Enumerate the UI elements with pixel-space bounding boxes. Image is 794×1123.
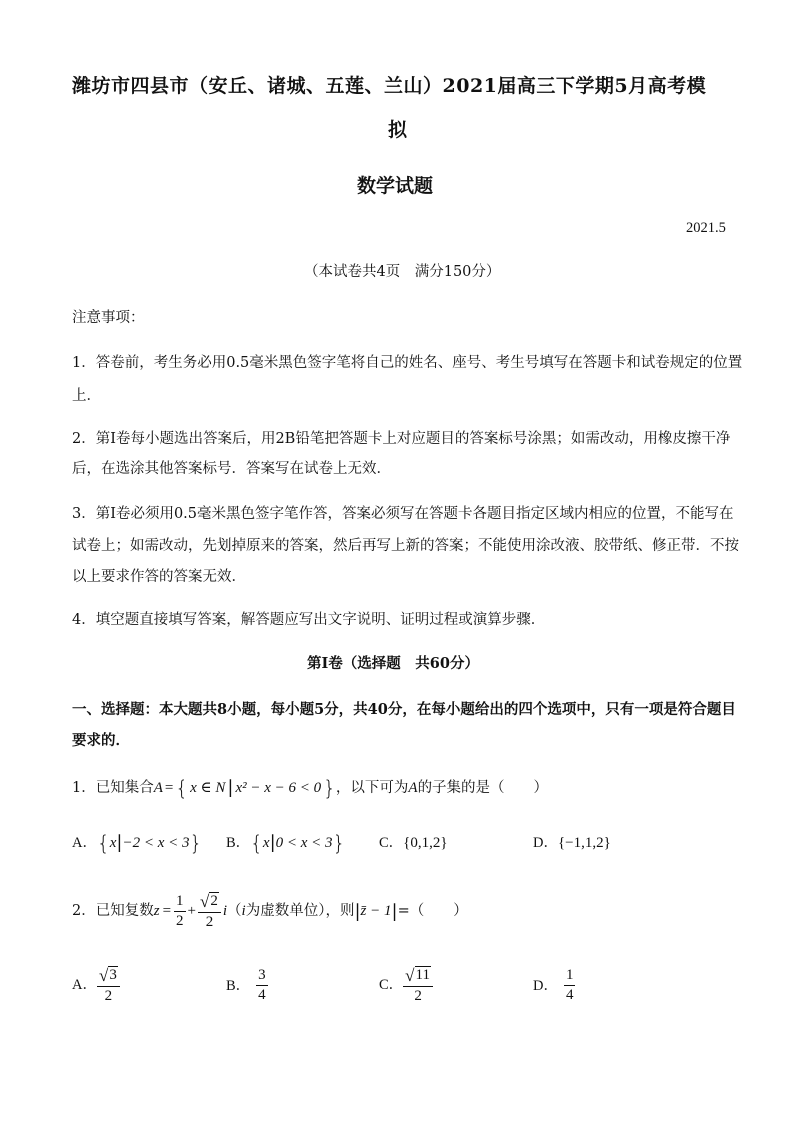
notice-item-1-line2: 上． [72, 388, 101, 404]
radicand: 11 [415, 967, 430, 983]
question-2-plus: + [187, 903, 197, 919]
fraction-one-half [174, 894, 186, 930]
option-label: A． [72, 977, 97, 994]
question-1-mid-var: A [408, 779, 418, 796]
fraction-denominator: 2 [414, 988, 422, 1005]
notice-item-2-line1: 2．第Ⅰ卷每小题选出答案后，用2B铅笔把答题卡上对应题目的答案标号涂黑；如需改动，用橡皮擦干净 [72, 431, 731, 447]
fraction-denominator: 2 [104, 988, 113, 1005]
question-2-option-d[interactable] [533, 968, 575, 1004]
question-2-prefix: 2．已知复数 [72, 903, 154, 920]
set-close-brace: } [323, 776, 336, 800]
option-label: B． [226, 834, 251, 851]
option-label: D． [533, 835, 558, 852]
question-1-suffix: 的子集的是（ ） [417, 779, 549, 796]
set-open-brace: { [250, 831, 263, 855]
fraction-numerator: 1 [564, 968, 576, 986]
question-2-option-a[interactable] [72, 966, 120, 1005]
question-2-imag-unit-note: i [241, 903, 246, 919]
set-close-brace: } [332, 831, 346, 855]
option-fraction [256, 968, 268, 1004]
sqrt-icon: √ [200, 891, 210, 911]
sqrt-radical [405, 966, 431, 984]
question-1-option-a[interactable] [72, 833, 202, 853]
notice-heading: 注意事项： [72, 310, 145, 326]
option-label: D． [533, 977, 558, 994]
question-2 [72, 892, 468, 931]
section-1-intro-line1: 一、选择题：本大题共8小题，每小题5分，共40分，在每小题给出的四个选项中，只有一项是符合题目 [72, 701, 736, 718]
option-fraction [403, 966, 433, 1005]
question-2-eq: = [162, 903, 172, 919]
option-label: C． [379, 835, 404, 852]
option-text: {0,1,2} [403, 835, 448, 851]
option-set-var: x [262, 834, 270, 851]
question-1-set-var: A [153, 779, 163, 796]
exam-subject: 数学试题 [357, 175, 434, 197]
set-divider-bar: | [227, 777, 234, 798]
exam-meta: （本试卷共4页 满分150分） [304, 264, 501, 280]
fraction-numerator: 3 [256, 968, 268, 986]
question-1-mid: ，以下可为 [335, 779, 409, 796]
sqrt-radical [200, 892, 219, 910]
notice-item-3-line1: 3．第Ⅰ卷必须用0.5毫米黑色签字笔作答，答案必须写在答题卡各题目指定区域内相应的位置，不能写在 [72, 506, 734, 522]
notice-item-4: 4．填空题直接填写答案，解答题应写出文字说明、证明过程或演算步骤． [72, 612, 546, 628]
option-label: A． [72, 834, 97, 851]
section-1-intro-line2: 要求的． [72, 732, 130, 749]
exam-date: 2021.5 [686, 220, 726, 236]
option-label: C． [379, 977, 404, 994]
question-1-set-eq: = [164, 779, 174, 796]
question-1-option-b[interactable] [226, 833, 345, 853]
question-2-z: z [153, 903, 160, 919]
fraction-numerator: 1 [174, 894, 186, 912]
notice-item-3-line2: 试卷上；如需改动，先划掉原来的答案，然后再写上新的答案；不能使用涂改液、胶带纸、修正带．不按 [72, 538, 739, 554]
question-2-tail: =（ ） [397, 903, 468, 920]
option-set-cond: −2 < x < 3 [122, 834, 190, 851]
section-1-heading: 第Ⅰ卷（选择题 共60分） [307, 655, 479, 672]
sqrt-radical [99, 966, 118, 984]
fraction-denominator: 2 [205, 914, 214, 931]
exam-title-line2: 拟 [388, 119, 408, 141]
sqrt-icon: √ [405, 965, 415, 985]
question-2-option-b[interactable] [226, 968, 268, 1004]
question-1-set-cond: x² − x − 6 < 0 [235, 779, 322, 796]
option-text: {−1,1,2} [557, 835, 611, 851]
fraction-denominator: 4 [565, 986, 574, 1003]
question-1-option-c[interactable] [379, 836, 448, 851]
radicand: 2 [210, 893, 218, 909]
sqrt-icon: √ [98, 965, 109, 985]
set-open-brace: { [175, 776, 189, 800]
question-1-set-elem: x ∈ N [190, 779, 226, 796]
question-2-abs-expr: z̄ − 1 [360, 903, 392, 919]
notice-item-1-line1: 1．答卷前，考生务必用0.5毫米黑色签字笔将自己的姓名、座号、考生号填写在答题卡和试卷规定的位置 [72, 355, 743, 371]
option-fraction [97, 966, 120, 1005]
exam-title-line1: 潍坊市四县市（安丘、诸城、五莲、兰山）2021届高三下学期5月高考模 [72, 75, 707, 97]
question-2-note: 为虚数单位），则 [245, 903, 355, 920]
radicand: 3 [109, 967, 117, 983]
option-fraction [564, 968, 576, 1004]
set-divider-bar: | [116, 832, 123, 853]
abs-open-bar: | [354, 900, 361, 922]
set-divider-bar: | [269, 832, 276, 853]
fraction-root2-over-2 [198, 892, 221, 931]
option-set-var: x [109, 834, 117, 851]
question-1-prefix: 1．已知集合 [72, 779, 154, 796]
option-set-cond: 0 < x < 3 [275, 834, 333, 851]
notice-item-3-line3: 以上要求作答的答案无效． [72, 569, 246, 585]
abs-close-bar: | [391, 900, 398, 922]
question-1-option-d[interactable] [533, 836, 611, 851]
question-2-paren-open: （ [227, 903, 242, 920]
question-2-option-c[interactable] [379, 966, 433, 1005]
notice-item-2-line2: 后，在选涂其他答案标号．答案写在试卷上无效． [72, 461, 391, 477]
question-2-imag-unit: i [222, 903, 228, 919]
option-label: B． [226, 977, 251, 994]
set-open-brace: { [96, 831, 110, 855]
fraction-denominator: 2 [176, 912, 184, 929]
fraction-denominator: 4 [258, 986, 266, 1003]
question-1 [72, 778, 548, 798]
set-close-brace: } [189, 831, 203, 855]
